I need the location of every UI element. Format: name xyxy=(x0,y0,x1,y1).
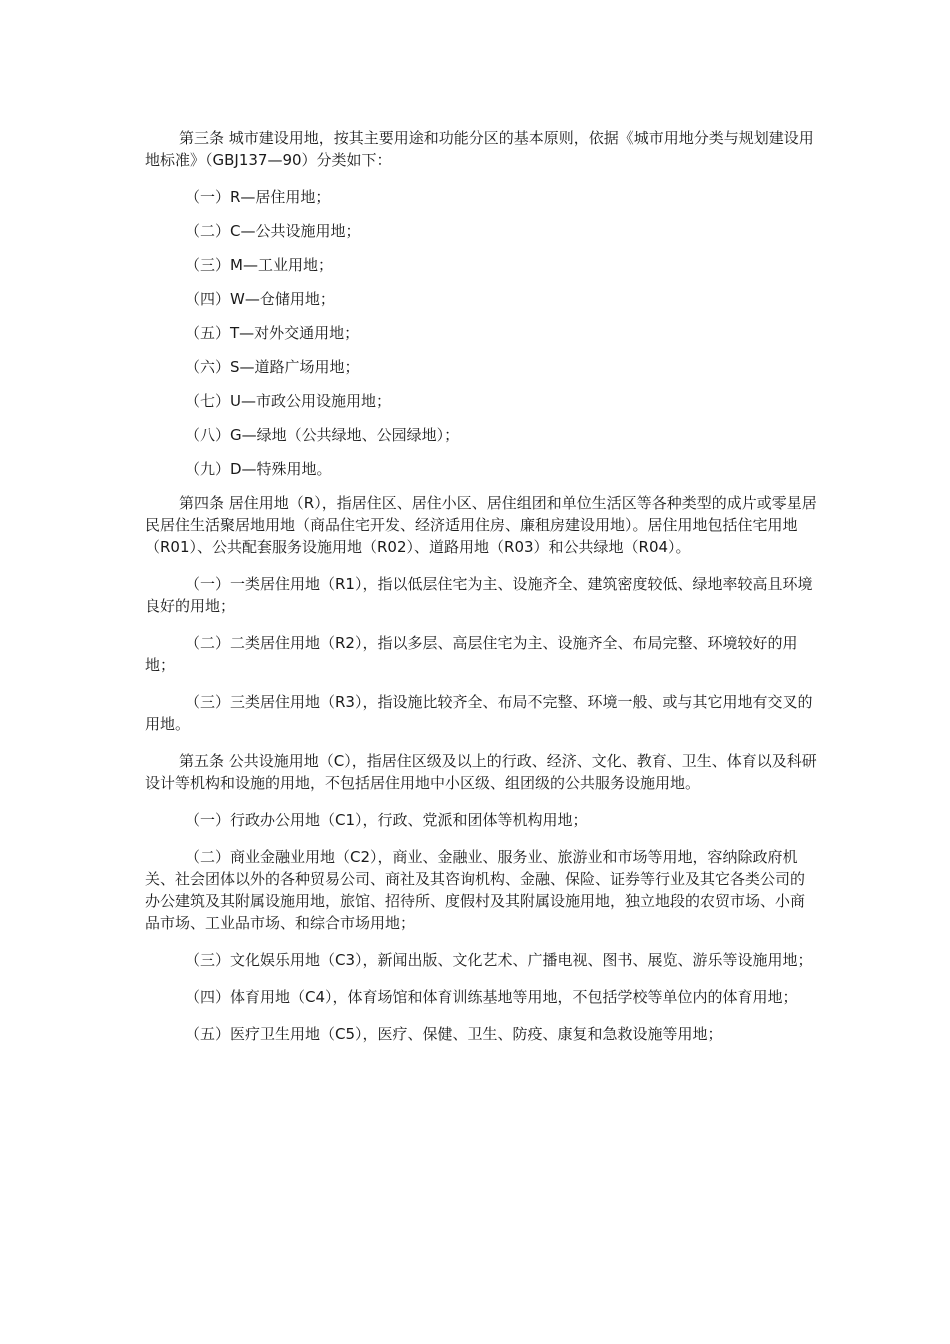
article-4: 第四条 居住用地（R），指居住区、居住小区、居住组团和单位生活区等各种类型的成片或零星居民居住生活聚居地用地（商品住宅开发、经济适用住房、廉租房建设用地）。居住用地包括住宅用地（R01）、公共配套服务设施用地（R02）、道路用地（R03）和公共绿地（R04）。 xyxy=(145,494,817,556)
list-item: （八）G—绿地（公共绿地、公园绿地）； xyxy=(185,426,460,444)
article-3: 第三条 城市建设用地，按其主要用途和功能分区的基本原则，依据《城市用地分类与规划建设用地标准》（GBJ137—90）分类如下： xyxy=(145,129,814,169)
list-item: （二）C—公共设施用地； xyxy=(185,222,361,240)
list-item: （六）S—道路广场用地； xyxy=(185,358,360,376)
article-5: 第五条 公共设施用地（C），指居住区级及以上的行政、经济、文化、教育、卫生、体育以及科研设计等机构和设施的用地，不包括居住用地中小区级、组团级的公共服务设施用地。 xyxy=(145,752,817,792)
list-item: （五）T—对外交通用地； xyxy=(185,324,360,342)
list-item: （二）二类居住用地（R2），指以多层、高层住宅为主、设施齐全、布局完整、环境较好的用地； xyxy=(145,634,798,674)
list-item: （九）D—特殊用地。 xyxy=(185,460,332,478)
list-item: （四）W—仓储用地； xyxy=(185,290,335,308)
list-item: （一）行政办公用地（C1），行政、党派和团体等机构用地； xyxy=(185,811,588,829)
list-item: （四）体育用地（C4），体育场馆和体育训练基地等用地，不包括学校等单位内的体育用地； xyxy=(185,988,798,1006)
list-item: （三）文化娱乐用地（C3），新闻出版、文化艺术、广播电视、图书、展览、游乐等设施用地； xyxy=(185,951,813,969)
list-item: （三）M—工业用地； xyxy=(185,256,333,274)
document-body xyxy=(145,127,817,1060)
list-item: （一）一类居住用地（R1），指以低层住宅为主、设施齐全、建筑密度较低、绿地率较高且环境良好的用地； xyxy=(145,575,813,615)
list-item: （二）商业金融业用地（C2），商业、金融业、服务业、旅游业和市场等用地，容纳除政府机关、社会团体以外的各种贸易公司、商社及其咨询机构、金融、保险、证券等行业及其它各类公司的办公建筑及其附属设施用地，旅馆、招待所、度假村及其附属设施用地，独立地段的农贸市场、小商品市场、工业品市场、和综合市场用地； xyxy=(145,848,806,932)
list-item: （五）医疗卫生用地（C5），医疗、保健、卫生、防疫、康复和急救设施等用地； xyxy=(185,1025,723,1043)
list-item: （七）U—市政公用设施用地； xyxy=(185,392,391,410)
list-item: （三）三类居住用地（R3），指设施比较齐全、布局不完整、环境一般、或与其它用地有交叉的用地。 xyxy=(145,693,813,733)
list-item: （一）R—居住用地； xyxy=(185,188,331,206)
